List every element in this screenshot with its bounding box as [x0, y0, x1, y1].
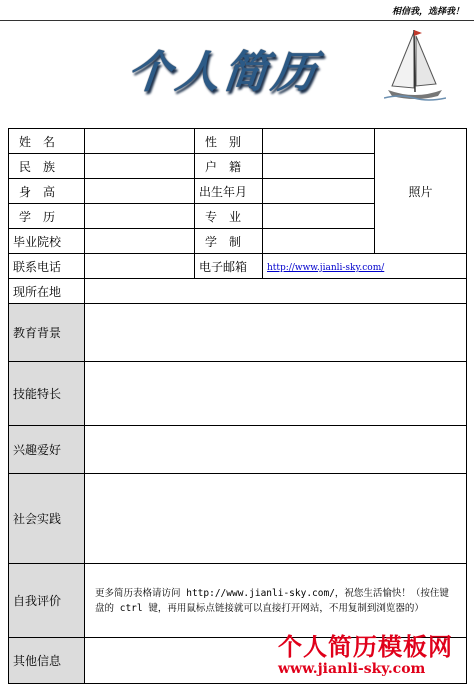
label-height: 身 高: [9, 179, 85, 204]
value-address[interactable]: [85, 279, 467, 304]
value-phone[interactable]: [85, 254, 195, 279]
label-skills: 技能特长: [9, 362, 85, 426]
label-hobbies: 兴趣爱好: [9, 426, 85, 474]
value-height[interactable]: [85, 179, 195, 204]
label-major: 专 业: [195, 204, 263, 229]
photo-label: 照片: [408, 184, 433, 199]
value-name[interactable]: [85, 129, 195, 154]
label-hukou: 户 籍: [195, 154, 263, 179]
label-gender: 性 别: [195, 129, 263, 154]
value-ethnicity[interactable]: [85, 154, 195, 179]
value-school[interactable]: [85, 229, 195, 254]
value-practice[interactable]: [85, 474, 467, 564]
value-edu-bg[interactable]: [85, 304, 467, 362]
watermark-url: www.jianli-sky.com: [278, 661, 426, 677]
value-hukou[interactable]: [263, 154, 375, 179]
label-email: 电子邮箱: [195, 254, 263, 279]
value-schooling[interactable]: [263, 229, 375, 254]
value-skills[interactable]: [85, 362, 467, 426]
header-rule: [0, 20, 474, 21]
photo-box[interactable]: [375, 129, 467, 254]
page-title: 个人简历: [124, 47, 323, 98]
value-gender[interactable]: [263, 129, 375, 154]
header-motto: 相信我，选择我！: [391, 7, 464, 17]
label-education: 学 历: [9, 204, 85, 229]
value-education[interactable]: [85, 204, 195, 229]
sailboat-icon: [384, 26, 446, 104]
watermark-title: 个人简历模板网: [278, 633, 453, 661]
label-schooling: 学 制: [195, 229, 263, 254]
resume-table: [8, 128, 467, 684]
label-phone: 联系电话: [9, 254, 85, 279]
label-birth: 出生年月: [195, 179, 263, 204]
label-practice: 社会实践: [9, 474, 85, 564]
label-school: 毕业院校: [9, 229, 85, 254]
label-address: 现所在地: [9, 279, 85, 304]
value-email[interactable]: [263, 254, 467, 279]
value-hobbies[interactable]: [85, 426, 467, 474]
value-birth[interactable]: [263, 179, 375, 204]
self-eval-text: 更多简历表格请访问 http://www.jianli-sky.com/，祝您生活愉快！（按住键盘的 ctrl 键，再用鼠标点链接就可以直接打开网站，不用复制到浏览器的）: [95, 587, 449, 614]
label-ethnicity: 民 族: [9, 154, 85, 179]
label-name: 姓 名: [9, 129, 85, 154]
value-major[interactable]: [263, 204, 375, 229]
label-self-eval: 自我评价: [9, 564, 85, 638]
label-other: 其他信息: [9, 638, 85, 684]
label-edu-bg: 教育背景: [9, 304, 85, 362]
email-link[interactable]: http://www.jianli-sky.com/: [267, 263, 385, 273]
